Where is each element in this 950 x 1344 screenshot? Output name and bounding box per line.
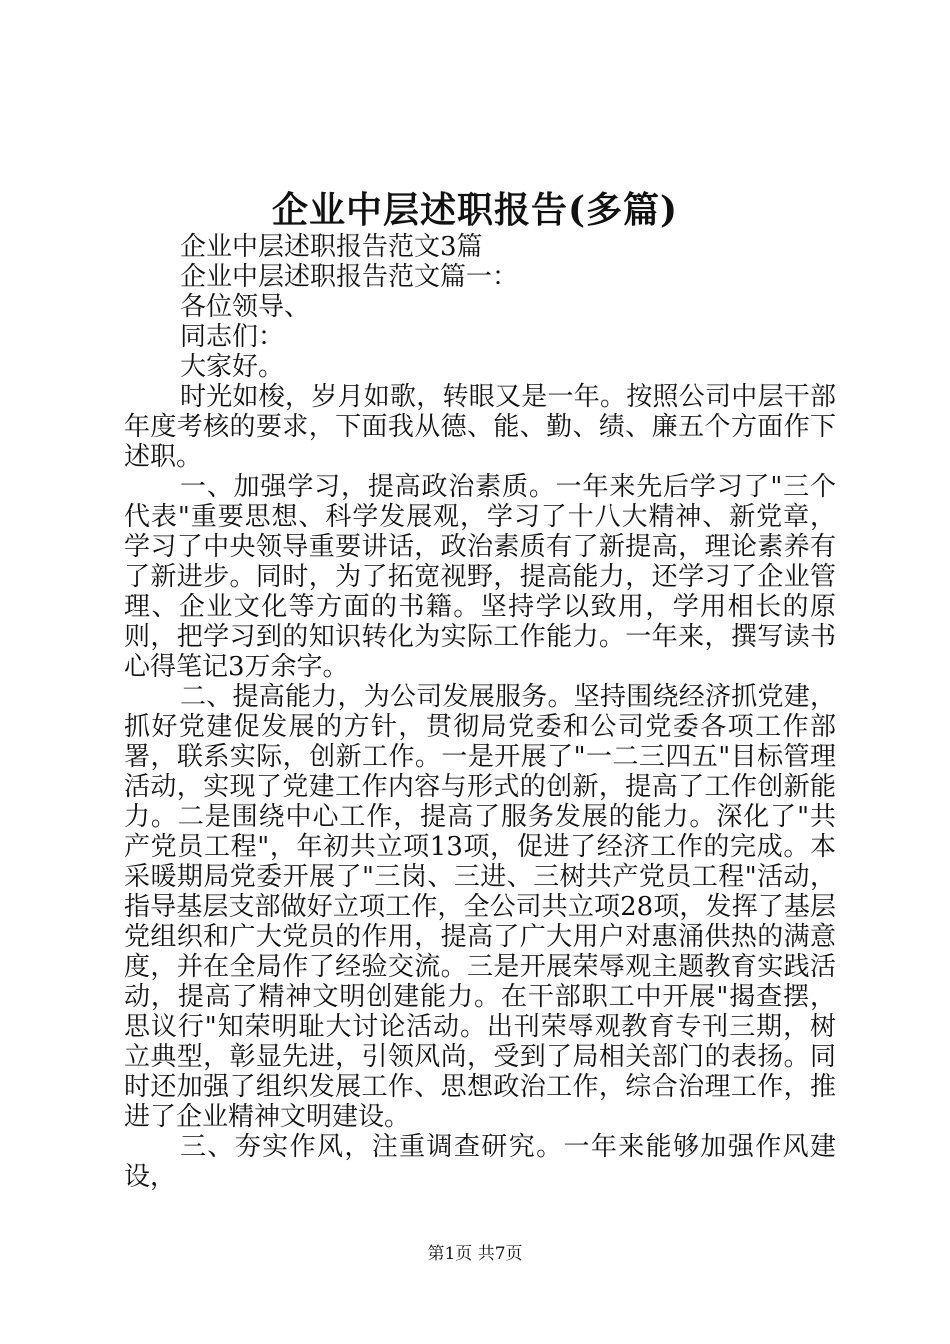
page-footer: 第1页 共7页 xyxy=(427,1244,523,1264)
section-heading: 企业中层述职报告范文篇一： xyxy=(180,262,519,292)
salutation-line: 各位领导、 xyxy=(180,292,311,322)
subtitle-line: 企业中层述职报告范文3篇 xyxy=(180,232,483,262)
paragraph: 一、加强学习，提高政治素质。一年来先后学习了"三个代表"重要思想、科学发展观，学习了十八大精神、新党章，学习了中央领导重要讲话，政治素质有了新提高，理论素养有了新进步。同时，为了拓宽视野，提高能力，还学习了企业管理、企业文化等方面的书籍。坚持学以致用，学用相长的原则，把学习到的知识转化为实际工作能力。一年来，撰写读书心得笔记3万余字。 xyxy=(124,472,836,682)
paragraph: 二、提高能力，为公司发展服务。坚持围绕经济抓党建，抓好党建促发展的方针，贯彻局党委和公司党委各项工作部署，联系实际，创新工作。一是开展了"一二三四五"目标管理活动，实现了党建工作内容与形式的创新，提高了工作创新能力。二是围绕中心工作，提高了服务发展的能力。深化了"共产党员工程"，年初共立项13项，促进了经济工作的完成。本采暖期局党委开展了"三岗、三进、三树共产党员工程"活动，指导基层支部做好立项工作，全公司共立项28项，发挥了基层党组织和广大党员的作用，提高了广大用户对惠涌供热的满意度，并在全局作了经验交流。三是开展荣辱观主题教育实践活动，提高了精神文明创建能力。在干部职工中开展"揭查摆，思议行"知荣明耻大讨论活动。出刊荣辱观教育专刊三期，树立典型，彰显先进，引领风尚，受到了局相关部门的表扬。同时还加强了组织发展工作、思想政治工作，综合治理工作，推进了企业精神文明建设。 xyxy=(124,682,836,1132)
greeting-line: 大家好。 xyxy=(180,352,285,382)
paragraph: 时光如梭，岁月如歌，转眼又是一年。按照公司中层干部年度考核的要求，下面我从德、能、勤、绩、廉五个方面作下述职。 xyxy=(124,382,836,472)
document-title: 企业中层述职报告(多篇) xyxy=(271,189,679,231)
document-body xyxy=(124,232,836,1192)
salutation-line: 同志们： xyxy=(180,322,285,352)
paragraph: 三、夯实作风，注重调查研究。一年来能够加强作风建设， xyxy=(124,1132,836,1192)
